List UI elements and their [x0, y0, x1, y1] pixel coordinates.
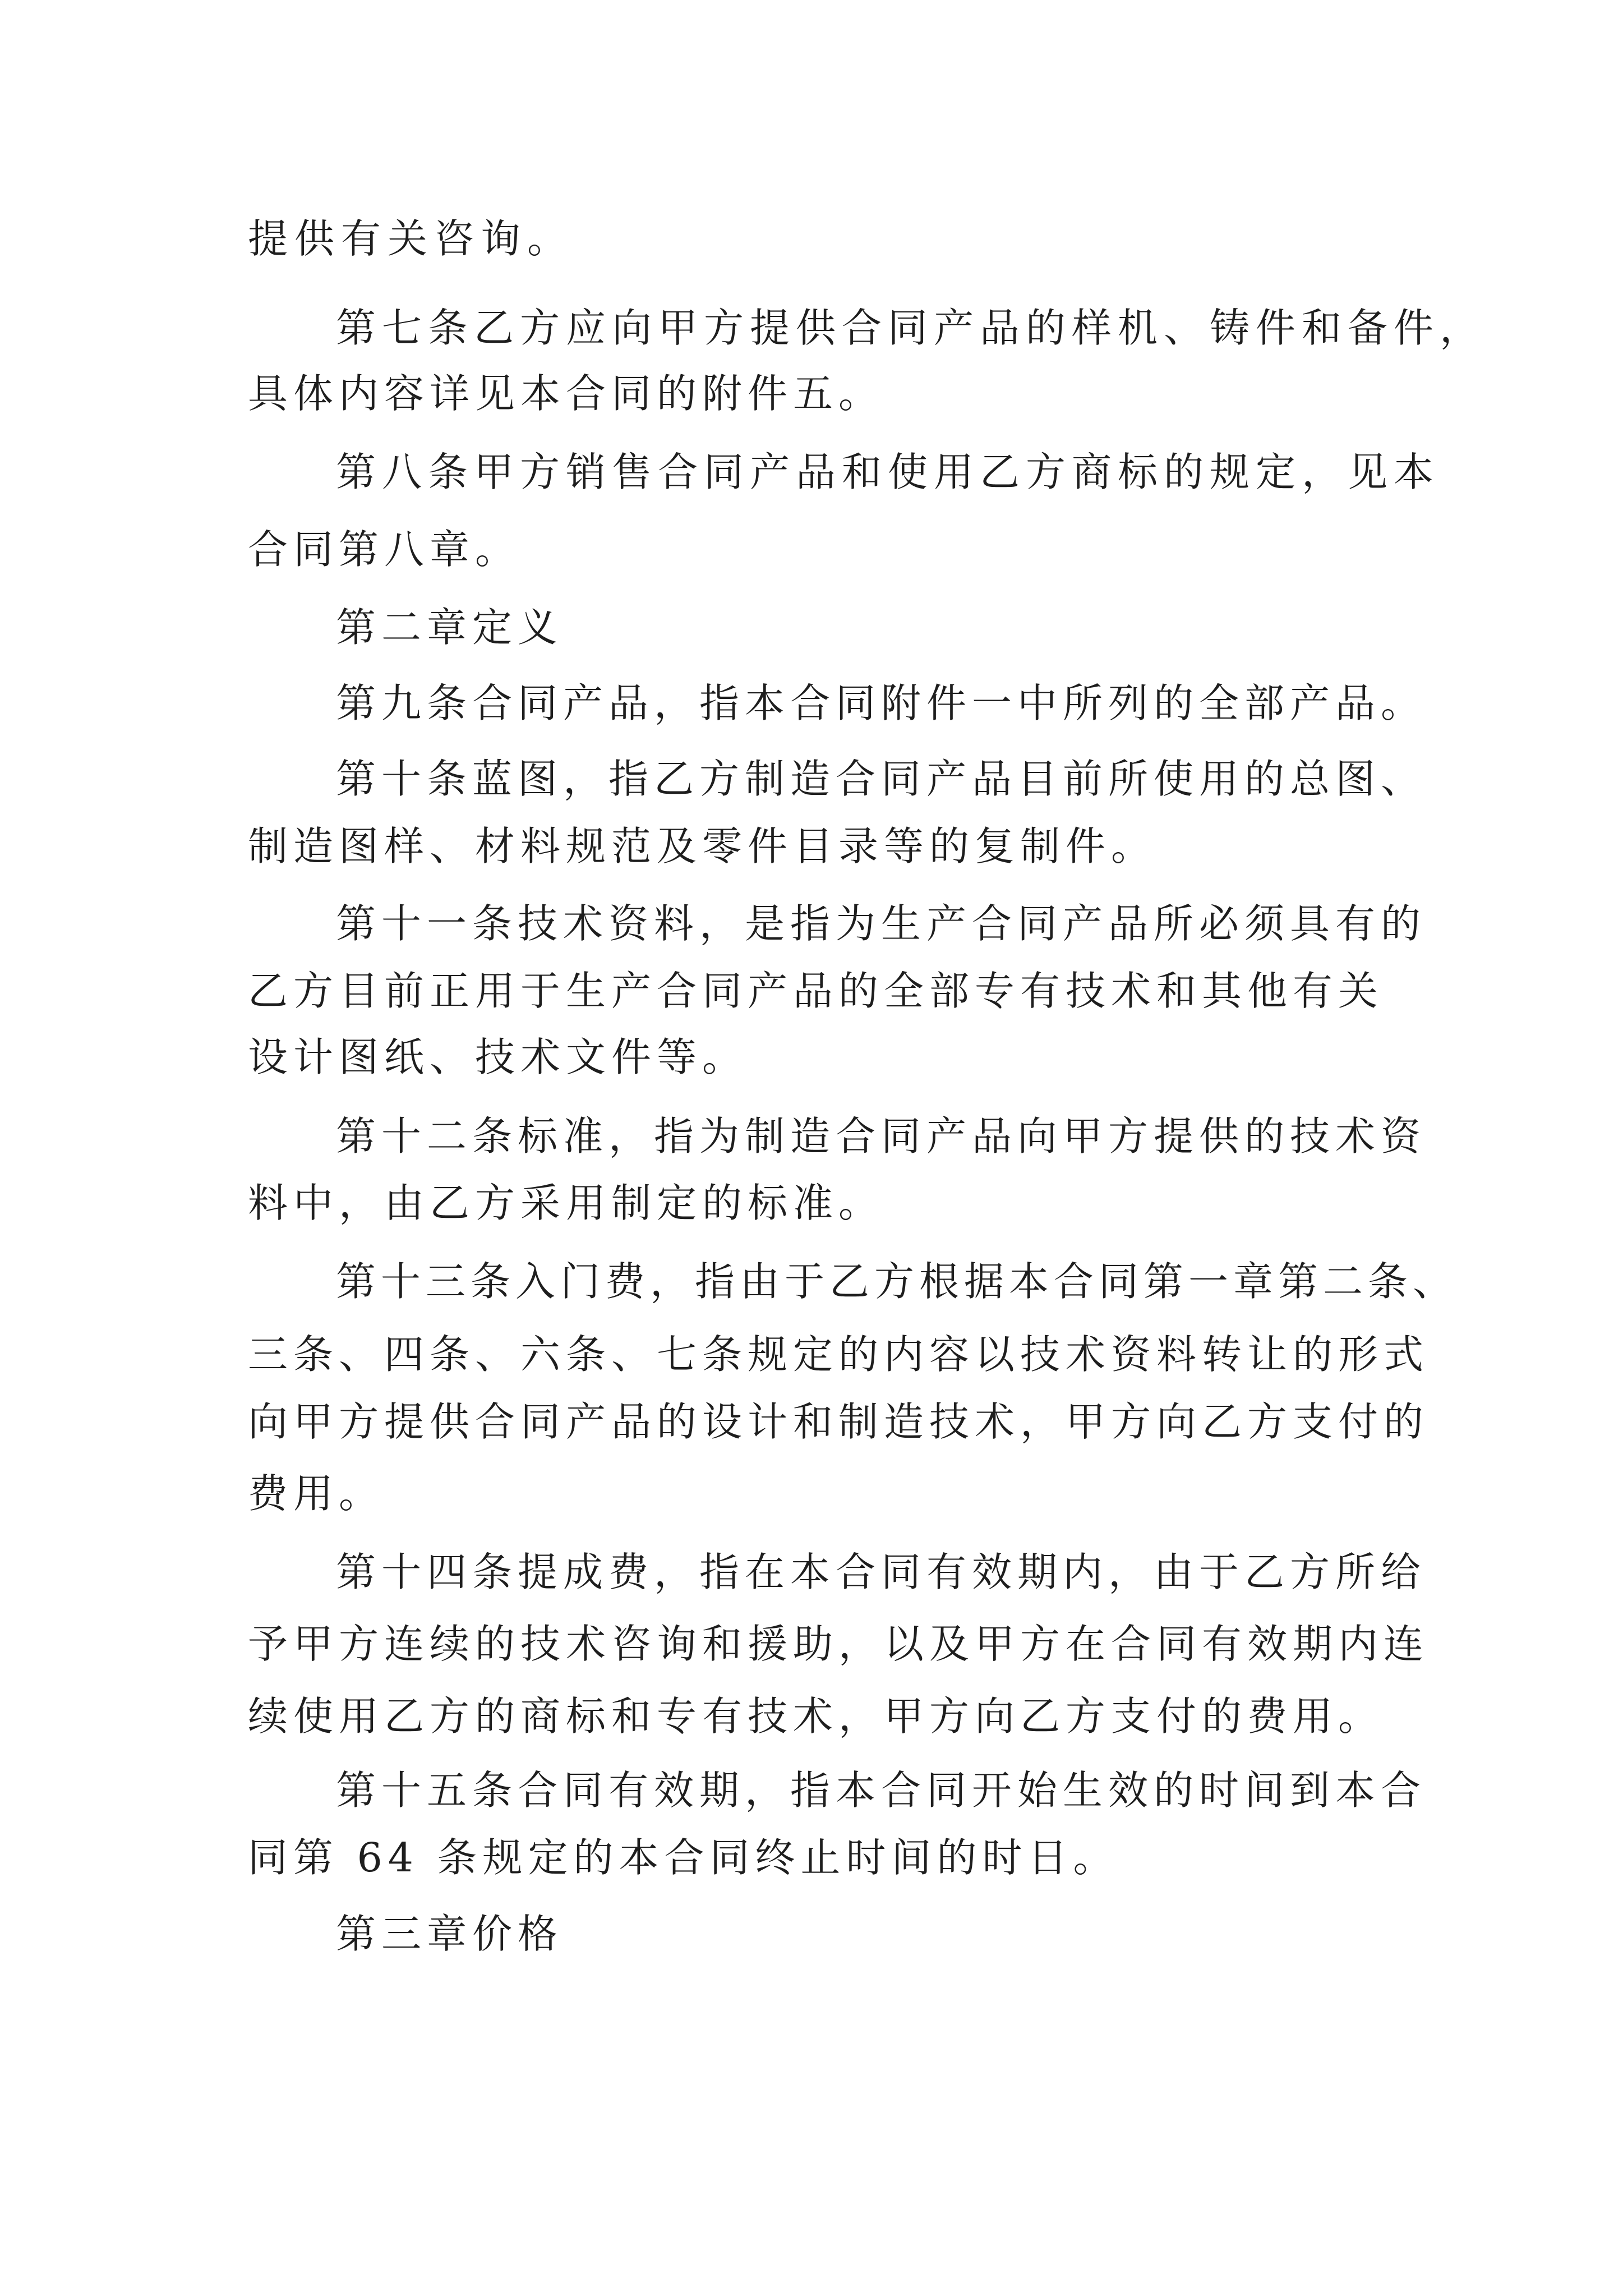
text-line: 向甲方提供合同产品的设计和制造技术，甲方向乙方支付的 — [248, 1398, 1430, 1445]
text-line: 第七条乙方应向甲方提供合同产品的样机、铸件和备件， — [336, 305, 1486, 351]
text-line: 第十条蓝图，指乙方制造合同产品目前所使用的总图、 — [336, 756, 1427, 802]
text-line: 予甲方连续的技术咨询和援助，以及甲方在合同有效期内连 — [248, 1621, 1430, 1667]
text-line: 第十四条提成费，指在本合同有效期内，由于乙方所给 — [336, 1549, 1427, 1595]
text-line: 料中，由乙方采用制定的标准。 — [248, 1180, 884, 1226]
text-line: 第十二条标准，指为制造合同产品向甲方提供的技术资 — [336, 1113, 1427, 1159]
text-line: 续使用乙方的商标和专有技术，甲方向乙方支付的费用。 — [248, 1693, 1384, 1740]
text-line: 费用。 — [248, 1470, 385, 1517]
text-line: 第十三条入门费，指由于乙方根据本合同第一章第二条、 — [336, 1258, 1458, 1305]
chapter-heading: 第三章价格 — [336, 1911, 564, 1957]
text-line: 合同第八章。 — [248, 526, 521, 573]
text-line: 提供有关咨询。 — [248, 215, 574, 262]
text-line: 第八条甲方销售合同产品和使用乙方商标的规定，见本 — [336, 449, 1440, 495]
text-line: 第十五条合同有效期，指本合同开始生效的时间到本合 — [336, 1767, 1427, 1814]
text-line: 第十一条技术资料，是指为生产合同产品所必须具有的 — [336, 900, 1427, 947]
text-line: 制造图样、材料规范及零件目录等的复制件。 — [248, 823, 1157, 869]
text-line: 设计图纸、技术文件等。 — [248, 1034, 748, 1080]
text-line: 同第 64 条规定的本合同终止时间的时日。 — [248, 1834, 1119, 1881]
text-line: 第九条合同产品，指本合同附件一中所列的全部产品。 — [336, 680, 1427, 726]
text-line: 乙方目前正用于生产合同产品的全部专有技术和其他有关 — [248, 968, 1384, 1014]
chapter-heading: 第二章定义 — [336, 604, 564, 651]
text-line: 具体内容详见本合同的附件五。 — [248, 370, 884, 417]
text-line: 三条、四条、六条、七条规定的内容以技术资料转让的形式 — [248, 1331, 1430, 1378]
